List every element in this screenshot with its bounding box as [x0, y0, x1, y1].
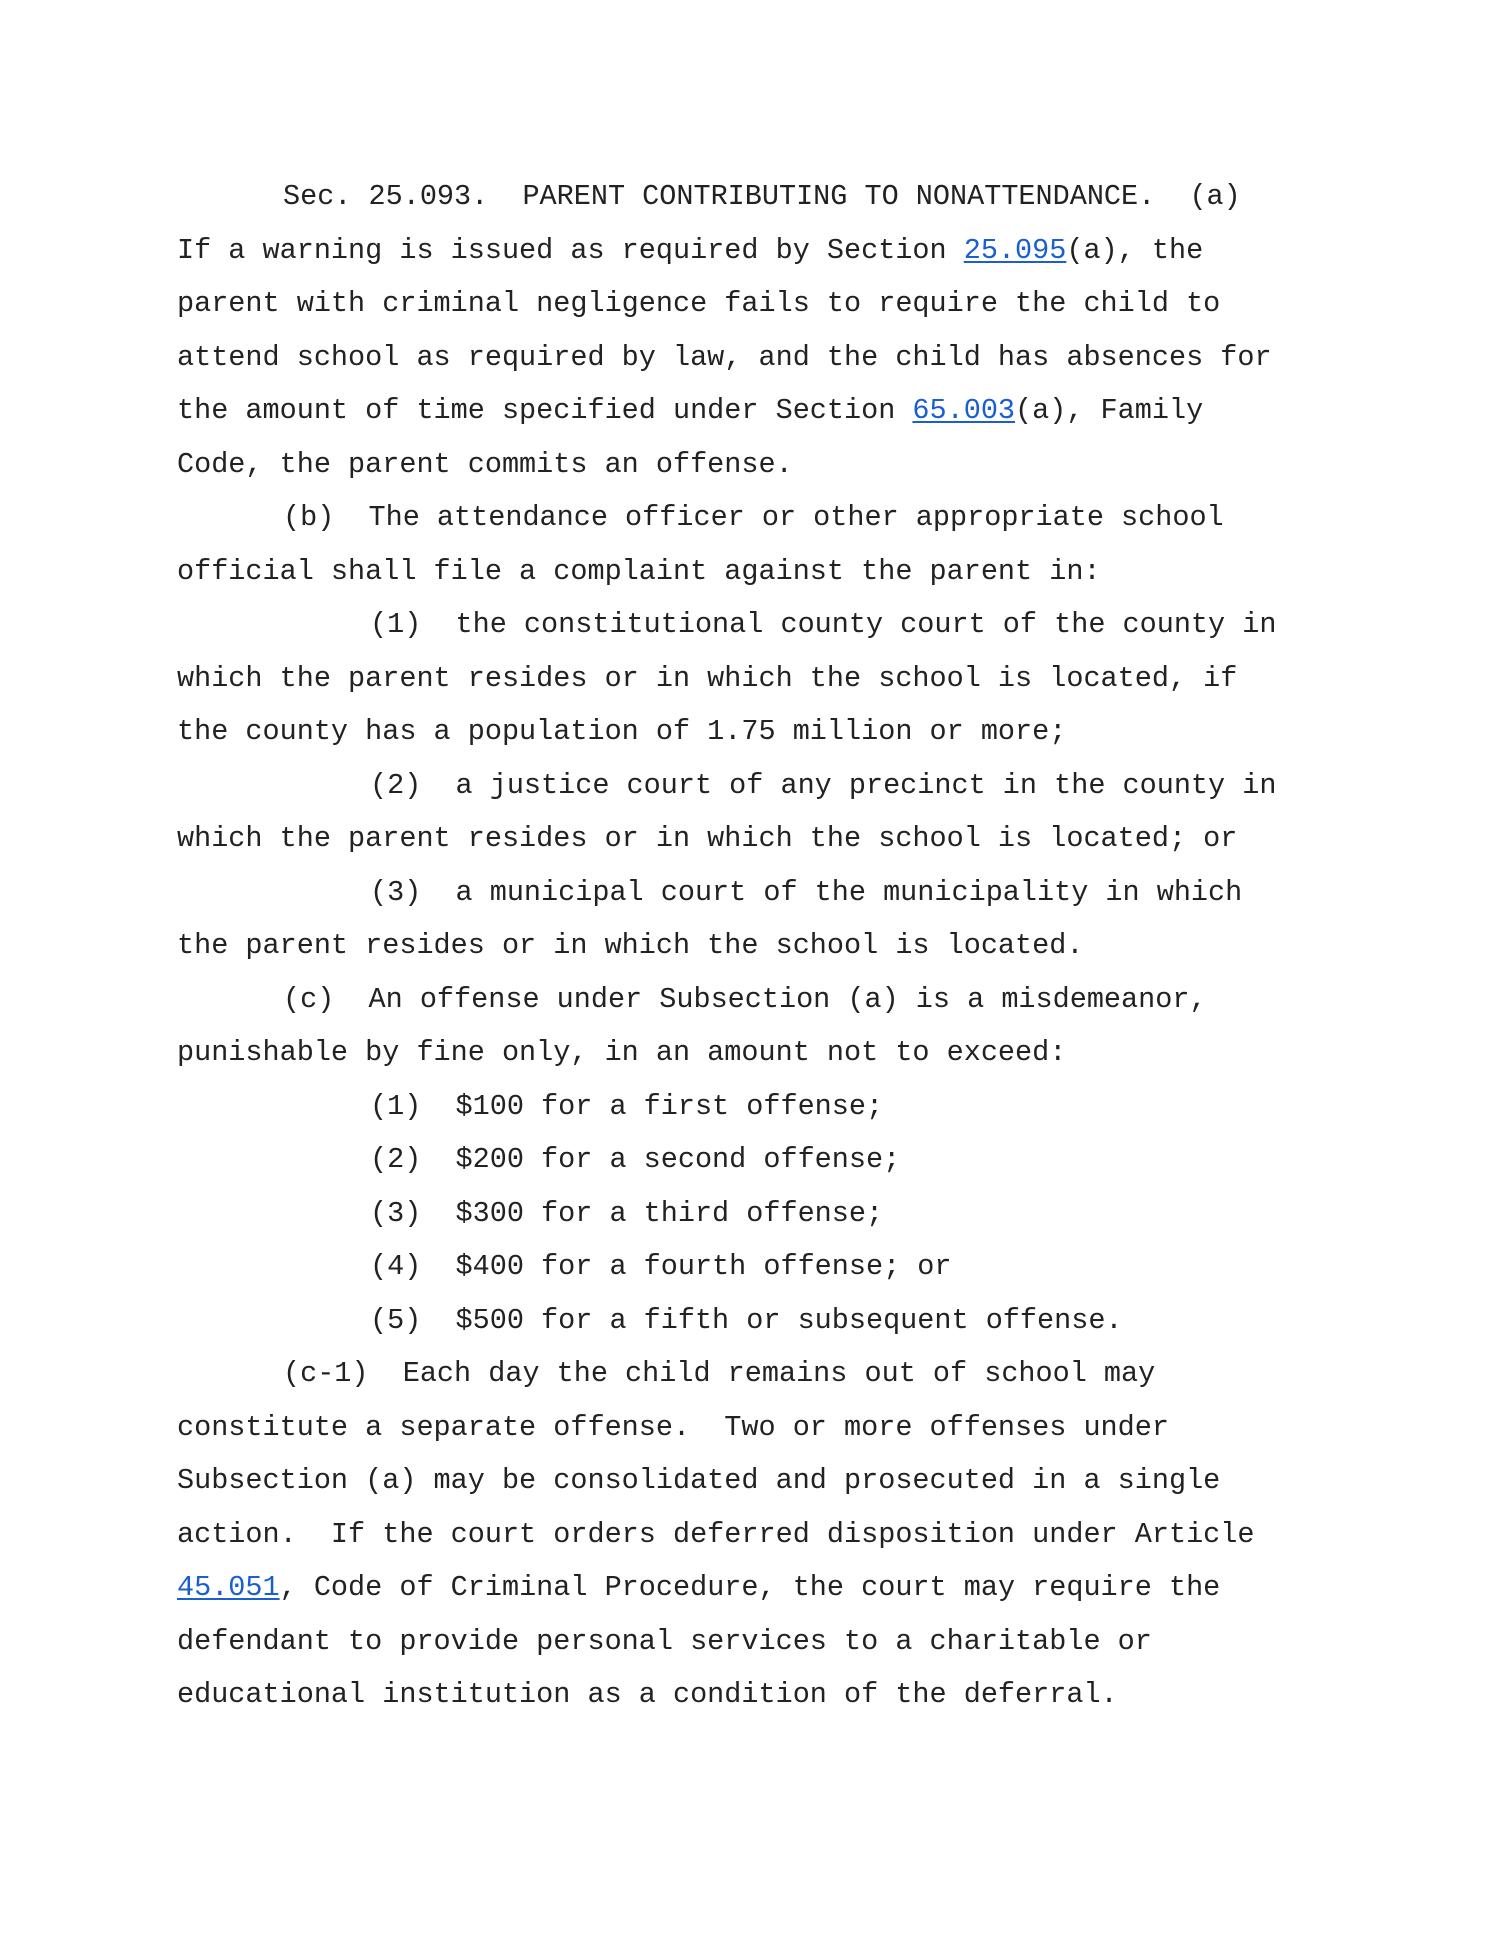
subsection-c1-line-6: defendant to provide personal services to a charitable or [177, 1624, 1152, 1658]
subsection-c-line-2: punishable by fine only, in an amount not to exceed: [177, 1036, 1067, 1069]
fine-item: (4) $400 for a fourth offense; or [370, 1250, 952, 1283]
subsection-b-item-3-line-1: (3) a municipal court of the municipality in which [370, 875, 1243, 909]
subsection-c1-line-4: action. If the court orders deferred disposition under Article [177, 1517, 1255, 1551]
subsection-b-item-1-line-1: (1) the constitutional county court of the county in [370, 608, 1277, 641]
text-span: (a), the [1066, 233, 1204, 267]
subsection-c1-line-2: constitute a separate offense. Two or more offenses under [177, 1410, 1169, 1444]
subsection-b-item-1-line-2: which the parent resides or in which the school is located, if [177, 661, 1238, 695]
article-45-051-link[interactable]: 45.051 [177, 1571, 280, 1604]
subsection-c1-line-1: (c-1) Each day the child remains out of school may [283, 1357, 1156, 1390]
subsection-a-line-5 [177, 384, 1377, 438]
section-heading: Sec. 25.093. PARENT CONTRIBUTING TO NONATTENDANCE. (a) [283, 180, 1241, 213]
subsection-c-line-1: (c) An offense under Subsection (a) is a misdemeanor, [283, 982, 1207, 1016]
statute-text [177, 170, 1377, 1722]
subsection-c1-line-7: educational institution as a condition of the deferral. [177, 1678, 1118, 1711]
fine-item: (3) $300 for a third offense; [370, 1196, 884, 1230]
subsection-b-item-2-line-1: (2) a justice court of any precinct in the county in [370, 768, 1277, 802]
section-25-095-link[interactable]: 25.095 [963, 233, 1067, 267]
text-span: , Code of Criminal Procedure, the court may require the [279, 1571, 1221, 1604]
subsection-a-line-2 [177, 224, 1377, 278]
section-65-003-link[interactable]: 65.003 [912, 394, 1016, 427]
text-span: the amount of time specified under Section [177, 394, 913, 427]
subsection-b-item-2-line-2: which the parent resides or in which the school is located; or [177, 822, 1238, 855]
subsection-a-line-3: parent with criminal negligence fails to require the child to [177, 287, 1221, 320]
text-span: (a), Family [1015, 394, 1204, 427]
subsection-b-line-2: official shall file a complaint against the parent in: [177, 554, 1101, 588]
fine-item: (1) $100 for a first offense; [370, 1089, 884, 1123]
fine-item: (5) $500 for a fifth or subsequent offense. [370, 1303, 1123, 1337]
subsection-b-item-1-line-3: the county has a population of 1.75 million or more; [177, 715, 1067, 748]
subsection-b-line-1: (b) The attendance officer or other appropriate school [283, 501, 1224, 534]
subsection-a-line-6: Code, the parent commits an offense. [177, 447, 793, 481]
subsection-c1-line-3: Subsection (a) may be consolidated and prosecuted in a single [177, 1464, 1221, 1497]
text-span: If a warning is issued as required by Section [177, 233, 964, 267]
subsection-c1-line-5 [177, 1561, 1377, 1615]
subsection-a-line-4: attend school as required by law, and the child has absences for [177, 340, 1272, 374]
subsection-b-item-3-line-2: the parent resides or in which the school is located. [177, 929, 1084, 962]
fine-item: (2) $200 for a second offense; [370, 1143, 901, 1176]
